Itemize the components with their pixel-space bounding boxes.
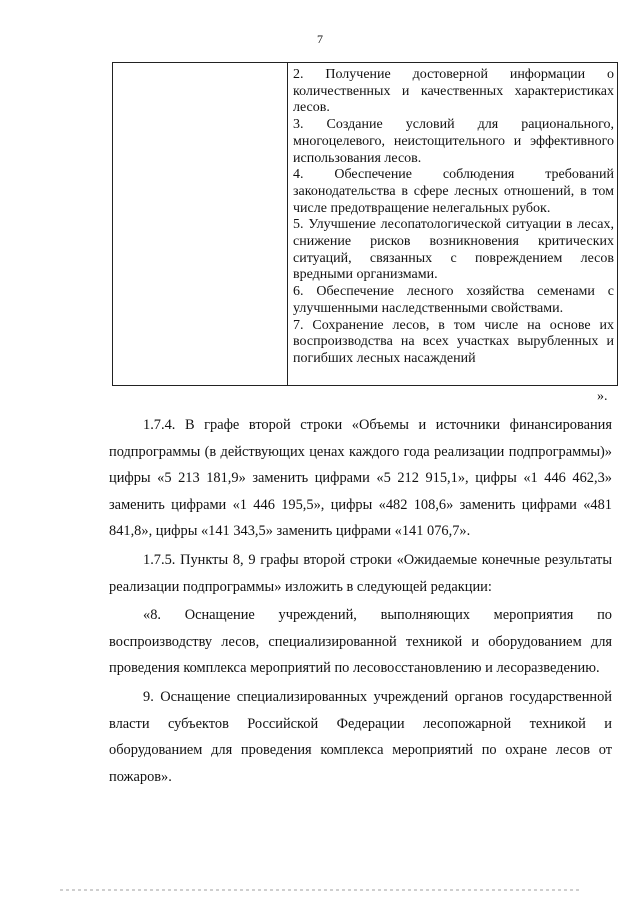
- paragraph-item-9: 9. Оснащение специализированных учреждений органов государственной власти субъектов Российской Федерации лесопожарной техникой и оборудованием для проведения комплекса мероприятий по охране лесов от пожаров».: [109, 688, 612, 785]
- table-results-cell: [293, 67, 614, 368]
- paragraph-item-8: «8. Оснащение учреждений, выполняющих мероприятия по воспроизводству лесов, специализированной техникой и оборудованием для проведения комплекса мероприятий по лесовосстановлению и лесоразведению.: [109, 607, 612, 677]
- scan-edge-mark: [60, 889, 580, 891]
- table-item: 6. Обеспечение лесного хозяйства семенами с улучшенными наследственными свойствами.: [293, 284, 614, 316]
- page-number: 7: [317, 32, 323, 46]
- table-item: 4. Обеспечение соблюдения требований законодательства в сфере лесных отношений, в том числе предотвращение нелегальных рубок.: [293, 167, 614, 216]
- table-item: 2. Получение достоверной информации о количественных и качественных характеристиках лесов.: [293, 67, 614, 116]
- closing-quote: ».: [597, 389, 608, 404]
- table-item: 7. Сохранение лесов, в том числе на основе их воспроизводства на всех участках вырубленных и погибших лесных насаждений: [293, 317, 614, 366]
- table-item: 5. Улучшение лесопатологической ситуации в лесах, снижение рисков возникновения критических ситуаций, связанных с повреждением лесов вредными организмами.: [293, 217, 614, 283]
- table-column-divider: [287, 63, 288, 385]
- paragraph-1-7-4: 1.7.4. В графе второй строки «Объемы и источники финансирования подпрограммы (в действующих ценах каждого года реализации подпрограммы)» цифры «5 213 181,9» заменить цифрами «5 212 915,1», цифры «1 446 462,3» заменить цифрами «1 446 195,5», цифры «482 108,6» заменить цифрами «481 841,8», цифры «141 343,5» заменить цифрами «141 076,7».: [109, 417, 612, 540]
- table-item: 3. Создание условий для рационального, многоцелевого, неистощительного и эффективного использования лесов.: [293, 117, 614, 166]
- results-table: [112, 62, 618, 386]
- paragraph-1-7-5: 1.7.5. Пункты 8, 9 графы второй строки «Ожидаемые конечные результаты реализации подпрограммы» изложить в следующей редакции:: [109, 551, 612, 595]
- document-body: [109, 412, 612, 790]
